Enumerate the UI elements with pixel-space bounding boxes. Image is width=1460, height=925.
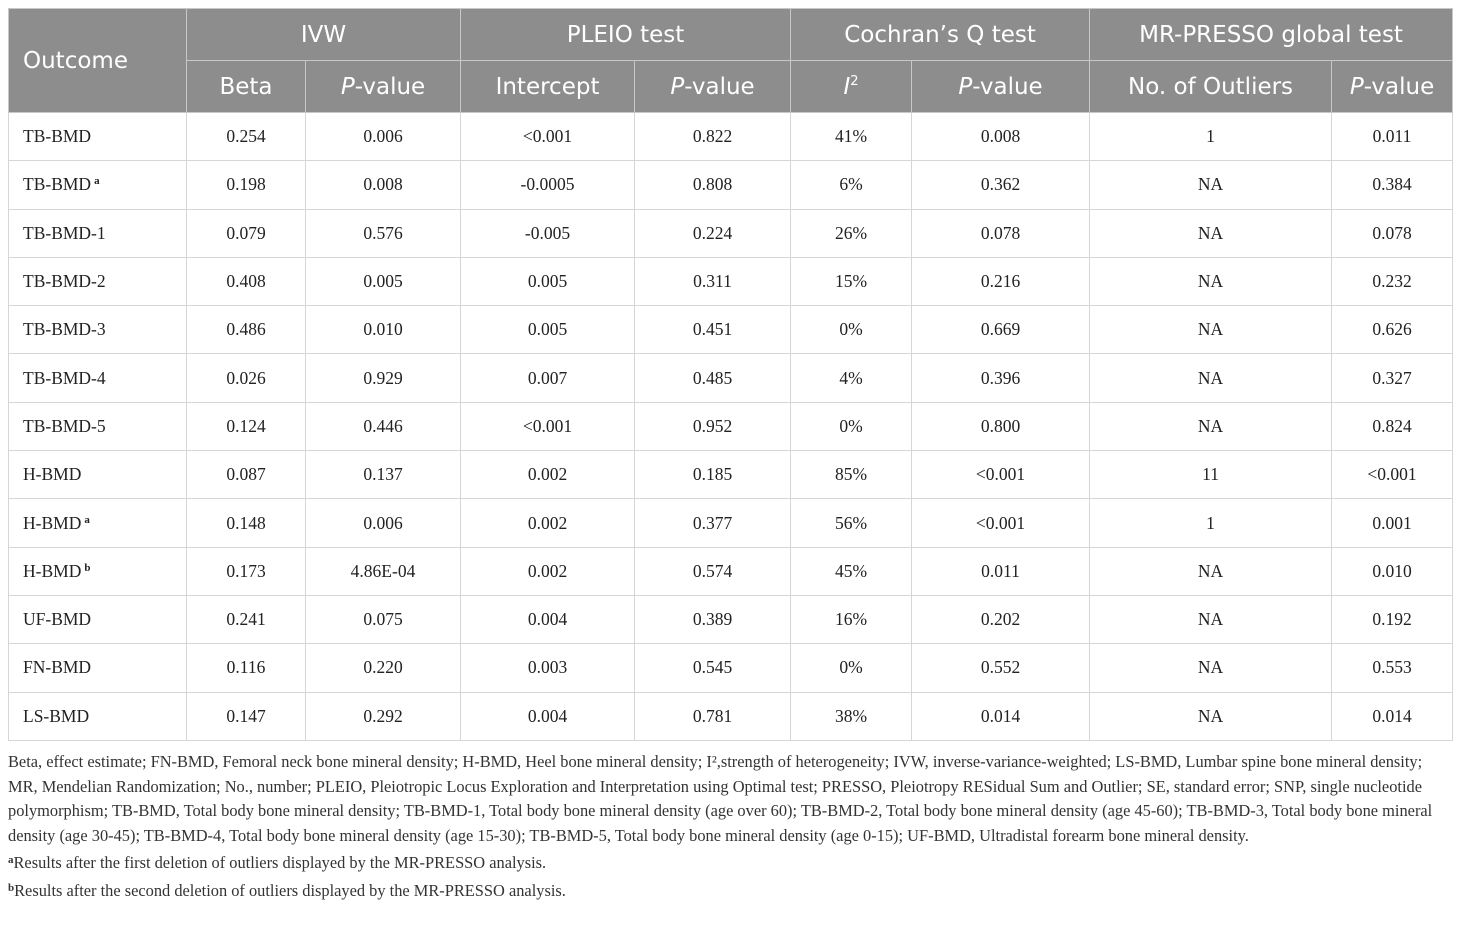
outcome-cell [9,161,187,209]
pleio-pvalue-cell: 0.185 [635,451,791,499]
outcome-cell [9,257,187,305]
ivw-pvalue-cell: 0.010 [306,306,461,354]
pleio-intercept-cell: -0.005 [461,209,635,257]
footnote-a-mark: a [8,854,14,866]
cochran-pvalue-cell: <0.001 [912,451,1090,499]
pleio-intercept-cell: 0.003 [461,644,635,692]
cochran-i2-cell: 16% [791,595,912,643]
outcome-name: TB-BMD [23,174,92,195]
presso-pvalue-cell: 0.327 [1332,354,1453,402]
p-suffix: -value [684,73,755,100]
cochran-pvalue-cell: 0.216 [912,257,1090,305]
cochran-pvalue-cell: 0.362 [912,161,1090,209]
ivw-pvalue-header [306,61,461,113]
ivw-pvalue-cell: 0.576 [306,209,461,257]
header-row-columns [9,61,1453,113]
cochran-i2-cell: 38% [791,692,912,740]
presso-pvalue-cell: 0.232 [1332,257,1453,305]
presso-pvalue-cell: 0.078 [1332,209,1453,257]
outcome-name: TB-BMD-3 [23,319,106,340]
presso-outliers-cell: NA [1090,257,1332,305]
presso-outliers-cell: NA [1090,402,1332,450]
cochran-pvalue-cell: 0.552 [912,644,1090,692]
cochran-i2-cell: 6% [791,161,912,209]
ivw-beta-cell: 0.148 [187,499,306,547]
cochran-pvalue-cell: 0.800 [912,402,1090,450]
cochran-pvalue-cell: 0.014 [912,692,1090,740]
table-row [9,306,1453,354]
cochran-i2-cell: 26% [791,209,912,257]
pleio-intercept-header: Intercept [461,61,635,113]
outcome-name: TB-BMD-5 [23,415,106,436]
footnote-mark: a [94,175,100,188]
cochran-pvalue-cell: <0.001 [912,499,1090,547]
presso-outliers-cell: 11 [1090,451,1332,499]
p-italic: P [340,73,355,100]
presso-outliers-cell: NA [1090,161,1332,209]
outcome-cell [9,644,187,692]
presso-pvalue-cell: <0.001 [1332,451,1453,499]
ivw-pvalue-cell: 0.137 [306,451,461,499]
table-row [9,209,1453,257]
presso-outliers-cell: NA [1090,354,1332,402]
cochran-i2-header [791,61,912,113]
ivw-beta-cell: 0.408 [187,257,306,305]
outcome-cell [9,354,187,402]
pleio-intercept-cell: 0.002 [461,451,635,499]
pleio-pvalue-cell: 0.485 [635,354,791,402]
table-row [9,402,1453,450]
presso-pvalue-cell: 0.011 [1332,113,1453,161]
p-suffix: -value [354,73,426,100]
pleio-intercept-cell: <0.001 [461,113,635,161]
pleio-pvalue-cell: 0.822 [635,113,791,161]
pleio-pvalue-cell: 0.377 [635,499,791,547]
ivw-pvalue-cell: 0.006 [306,113,461,161]
cochran-i2-cell: 0% [791,644,912,692]
pleio-pvalue-cell: 0.224 [635,209,791,257]
outcome-cell [9,547,187,595]
ivw-pvalue-cell: 0.005 [306,257,461,305]
ivw-beta-cell: 0.486 [187,306,306,354]
presso-pvalue-header [1332,61,1453,113]
table-row [9,257,1453,305]
presso-pvalue-cell: 0.553 [1332,644,1453,692]
outcome-name: H-BMD [23,512,82,533]
outcome-cell [9,692,187,740]
ivw-pvalue-cell: 0.929 [306,354,461,402]
ivw-beta-cell: 0.241 [187,595,306,643]
cochran-i2-cell: 85% [791,451,912,499]
results-table-container [8,8,1452,741]
outcome-name: UF-BMD [23,609,92,630]
cochran-pvalue-cell: 0.202 [912,595,1090,643]
p-italic: P [670,73,685,100]
cochran-i2-cell: 15% [791,257,912,305]
presso-outliers-cell: NA [1090,692,1332,740]
cochran-group-header: Cochran’s Q test [791,9,1090,61]
outcome-cell [9,451,187,499]
outcome-header: Outcome [9,9,187,113]
footnote-a [8,848,1454,876]
i-italic: I [843,73,851,100]
cochran-pvalue-header [912,61,1090,113]
presso-outliers-cell: NA [1090,595,1332,643]
p-suffix: -value [1363,73,1435,100]
table-row [9,547,1453,595]
pleio-pvalue-cell: 0.781 [635,692,791,740]
pleio-pvalue-cell: 0.545 [635,644,791,692]
presso-outliers-cell: NA [1090,306,1332,354]
presso-outliers-cell: 1 [1090,113,1332,161]
table-header [9,9,1453,113]
footnote-b-mark: b [8,881,15,894]
presso-group-header: MR-PRESSO global test [1090,9,1453,61]
ivw-beta-cell: 0.079 [187,209,306,257]
footnote-a-text: Results after the first deletion of outliers displayed by the MR-PRESSO analysis. [13,853,547,872]
outcome-cell [9,209,187,257]
cochran-pvalue-cell: 0.011 [912,547,1090,595]
pleio-intercept-cell: 0.002 [461,547,635,595]
ivw-beta-cell: 0.087 [187,451,306,499]
ivw-beta-cell: 0.116 [187,644,306,692]
table-row [9,113,1453,161]
footnote-b [8,876,1454,904]
presso-outliers-cell: NA [1090,547,1332,595]
cochran-i2-cell: 0% [791,306,912,354]
cochran-i2-cell: 0% [791,402,912,450]
ivw-beta-cell: 0.198 [187,161,306,209]
pleio-intercept-cell: 0.005 [461,257,635,305]
presso-outliers-cell: NA [1090,644,1332,692]
table-body [9,113,1453,741]
presso-pvalue-cell: 0.626 [1332,306,1453,354]
table-row [9,161,1453,209]
pleio-intercept-cell: <0.001 [461,402,635,450]
cochran-pvalue-cell: 0.078 [912,209,1090,257]
outcome-cell [9,499,187,547]
outcome-cell [9,402,187,450]
pleio-intercept-cell: 0.005 [461,306,635,354]
outcome-cell [9,113,187,161]
pleio-intercept-cell: 0.002 [461,499,635,547]
footnote-mark: b [84,561,91,574]
presso-pvalue-cell: 0.001 [1332,499,1453,547]
cochran-pvalue-cell: 0.669 [912,306,1090,354]
table-row [9,692,1453,740]
header-row-groups [9,9,1453,61]
cochran-pvalue-cell: 0.396 [912,354,1090,402]
table-notes [8,750,1454,903]
pleio-pvalue-cell: 0.808 [635,161,791,209]
cochran-i2-cell: 41% [791,113,912,161]
outcome-name: FN-BMD [23,657,92,678]
pleio-pvalue-cell: 0.311 [635,257,791,305]
ivw-pvalue-cell: 0.220 [306,644,461,692]
pleio-intercept-cell: 0.004 [461,595,635,643]
presso-outliers-header: No. of Outliers [1090,61,1332,113]
results-table [8,8,1453,741]
ivw-pvalue-cell: 0.008 [306,161,461,209]
p-italic: P [1349,73,1364,100]
cochran-pvalue-cell: 0.008 [912,113,1090,161]
outcome-cell [9,306,187,354]
pleio-pvalue-cell: 0.574 [635,547,791,595]
table-row [9,354,1453,402]
pleio-intercept-cell: 0.007 [461,354,635,402]
ivw-pvalue-cell: 0.006 [306,499,461,547]
pleio-intercept-cell: 0.004 [461,692,635,740]
ivw-beta-header: Beta [187,61,306,113]
ivw-beta-cell: 0.124 [187,402,306,450]
presso-outliers-cell: NA [1090,209,1332,257]
outcome-name: H-BMD [23,560,82,581]
footnote-b-text: Results after the second deletion of outliers displayed by the MR-PRESSO analysis. [14,880,566,900]
cochran-i2-cell: 4% [791,354,912,402]
pleio-intercept-cell: -0.0005 [461,161,635,209]
presso-pvalue-cell: 0.824 [1332,402,1453,450]
table-row [9,644,1453,692]
outcome-name: TB-BMD-1 [23,222,106,243]
p-suffix: -value [972,73,1043,100]
outcome-name: TB-BMD-4 [23,367,106,388]
presso-pvalue-cell: 0.192 [1332,595,1453,643]
outcome-name: H-BMD [23,464,82,485]
ivw-beta-cell: 0.026 [187,354,306,402]
cochran-i2-cell: 56% [791,499,912,547]
ivw-group-header: IVW [187,9,461,61]
ivw-pvalue-cell: 4.86E-04 [306,547,461,595]
outcome-name: TB-BMD [23,126,92,147]
table-row [9,595,1453,643]
presso-outliers-cell: 1 [1090,499,1332,547]
ivw-beta-cell: 0.254 [187,113,306,161]
pleio-pvalue-cell: 0.389 [635,595,791,643]
presso-pvalue-cell: 0.010 [1332,547,1453,595]
abbreviations-note: Beta, effect estimate; FN-BMD, Femoral neck bone mineral density; H-BMD, Heel bone mineral density; I²,strength of heterogeneity; IVW, inverse-variance-weighted; LS-BMD, Lumbar spine bone mineral density; MR, Mendelian Randomization; No., number; PLEIO, Pleiotropic Locus Exploration and Interpretation using Optimal test; PRESSO, Pleiotropy RESidual Sum and Outlier; SE, standard error; SNP, single nucleotide polymorphism; TB-BMD, Total body bone mineral density; TB-BMD-1, Total body bone mineral density (age over 60); TB-BMD-2, Total body bone mineral density (age 45-60); TB-BMD-3, Total body bone mineral density (age 30-45); TB-BMD-4, Total body bone mineral density (age 15-30); TB-BMD-5, Total body bone mineral density (age 0-15); UF-BMD, Ultradistal forearm bone mineral density. [8,752,1433,845]
footnote-mark: a [84,513,90,526]
presso-pvalue-cell: 0.014 [1332,692,1453,740]
table-row [9,451,1453,499]
i-superscript: 2 [850,73,859,89]
pleio-group-header: PLEIO test [461,9,791,61]
outcome-name: LS-BMD [23,705,90,726]
ivw-pvalue-cell: 0.292 [306,692,461,740]
cochran-i2-cell: 45% [791,547,912,595]
p-italic: P [958,73,973,100]
outcome-name: TB-BMD-2 [23,271,106,292]
pleio-pvalue-header [635,61,791,113]
ivw-pvalue-cell: 0.075 [306,595,461,643]
pleio-pvalue-cell: 0.952 [635,402,791,450]
pleio-pvalue-cell: 0.451 [635,306,791,354]
outcome-cell [9,595,187,643]
ivw-beta-cell: 0.147 [187,692,306,740]
ivw-beta-cell: 0.173 [187,547,306,595]
table-row [9,499,1453,547]
ivw-pvalue-cell: 0.446 [306,402,461,450]
presso-pvalue-cell: 0.384 [1332,161,1453,209]
